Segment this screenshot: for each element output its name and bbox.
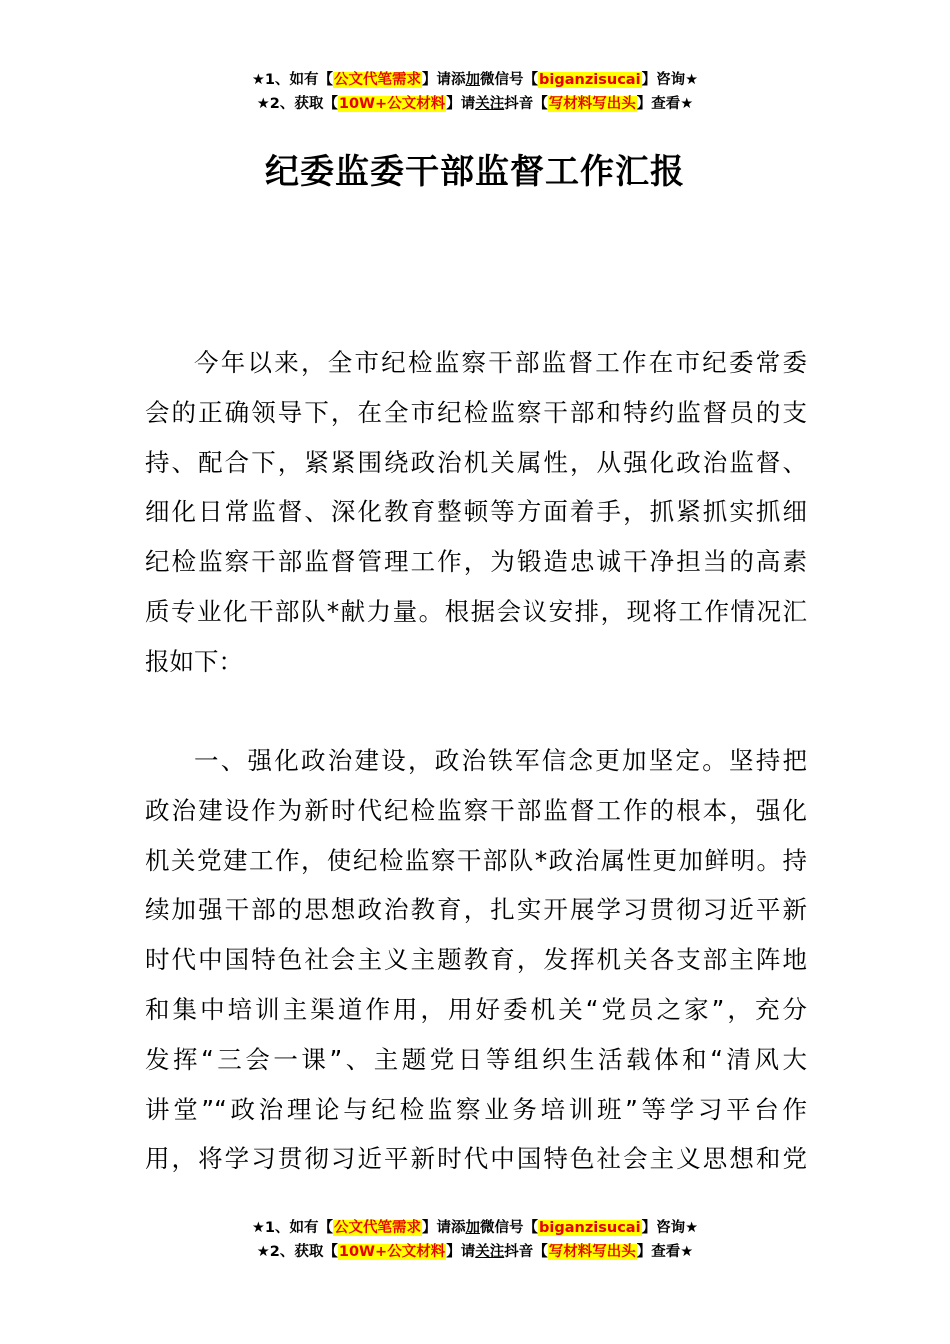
text-line: 和集中培训主渠道作用，用好委机关“党员之家”，充分 — [145, 994, 807, 1024]
text-line: 续加强干部的思想政治教育，扎实开展学习贯彻习近平新 — [145, 895, 807, 925]
paragraph-political-building — [145, 736, 807, 1184]
highlight-service: 公文代笔需求 — [334, 72, 422, 88]
banner-text: 】请 — [446, 96, 476, 112]
highlight-materials: 10W+公文材料 — [338, 1244, 446, 1260]
banner-text: ★1、如有【 — [251, 72, 334, 88]
top-banner — [0, 68, 950, 116]
banner-underlined: 加 — [465, 1220, 481, 1236]
text-line: 细化日常监督、深化教育整顿等方面着手，抓紧抓实抓细 — [145, 497, 807, 527]
banner-text: 抖音【 — [504, 1244, 548, 1260]
banner-line-1 — [0, 68, 950, 92]
banner-text: ★2、获取【 — [256, 1244, 338, 1260]
text-line: 政治建设作为新时代纪检监察干部监督工作的根本，强化 — [145, 795, 807, 825]
text-line: 会的正确领导下，在全市纪检监察干部和特约监督员的支 — [145, 397, 807, 427]
highlight-douyin: 写材料写出头 — [548, 1244, 636, 1260]
banner-line-1 — [0, 1216, 950, 1240]
banner-text: ★1、如有【 — [251, 1220, 334, 1236]
banner-line-2 — [0, 92, 950, 116]
bottom-banner — [0, 1216, 950, 1264]
text-line: 时代中国特色社会主义主题教育，发挥机关各支部主阵地 — [145, 945, 807, 975]
highlight-douyin: 写材料写出头 — [548, 96, 636, 112]
text-line: 报如下： — [145, 646, 243, 676]
text-line: 讲堂”“政治理论与纪检监察业务培训班”等学习平台作 — [145, 1094, 807, 1124]
text-line: 质专业化干部队*献力量。根据会议安排，现将工作情况汇 — [145, 596, 807, 626]
text-line: 一、强化政治建设，政治铁军信念更加坚定。坚持把 — [194, 746, 807, 775]
banner-text: 】查看★ — [636, 1244, 694, 1260]
highlight-wechat-id: biganzisucai — [539, 72, 641, 88]
highlight-service: 公文代笔需求 — [334, 1220, 422, 1236]
paragraph-intro — [145, 338, 807, 687]
banner-text: 】咨询★ — [641, 1220, 699, 1236]
banner-underlined: 关注 — [475, 96, 505, 112]
highlight-wechat-id: biganzisucai — [539, 1220, 641, 1236]
banner-text: 抖音【 — [504, 96, 548, 112]
highlight-materials: 10W+公文材料 — [338, 96, 446, 112]
banner-text: 】咨询★ — [641, 72, 699, 88]
text-line: 机关党建工作，使纪检监察干部队*政治属性更加鲜明。持 — [145, 845, 807, 875]
banner-text: ★2、获取【 — [256, 96, 338, 112]
banner-text: 】请 — [446, 1244, 476, 1260]
text-line: 纪检监察干部监督管理工作，为锻造忠诚干净担当的高素 — [145, 547, 807, 577]
document-title: 纪委监委干部监督工作汇报 — [265, 152, 685, 192]
banner-underlined: 关注 — [475, 1244, 505, 1260]
text-line: 今年以来，全市纪检监察干部监督工作在市纪委常委 — [194, 348, 807, 377]
banner-underlined: 加 — [465, 72, 481, 88]
banner-text: 微信号【 — [480, 72, 539, 88]
banner-text: 微信号【 — [480, 1220, 539, 1236]
text-line: 发挥“三会一课”、主题党日等组织生活载体和“清风大 — [145, 1044, 807, 1074]
text-line: 持、配合下，紧紧围绕政治机关属性，从强化政治监督、 — [145, 447, 807, 477]
banner-text: 】查看★ — [636, 96, 694, 112]
banner-text: 】请添 — [422, 1220, 466, 1236]
banner-line-2 — [0, 1240, 950, 1264]
banner-text: 】请添 — [422, 72, 466, 88]
text-line: 用，将学习贯彻习近平新时代中国特色社会主义思想和党 — [145, 1144, 807, 1174]
